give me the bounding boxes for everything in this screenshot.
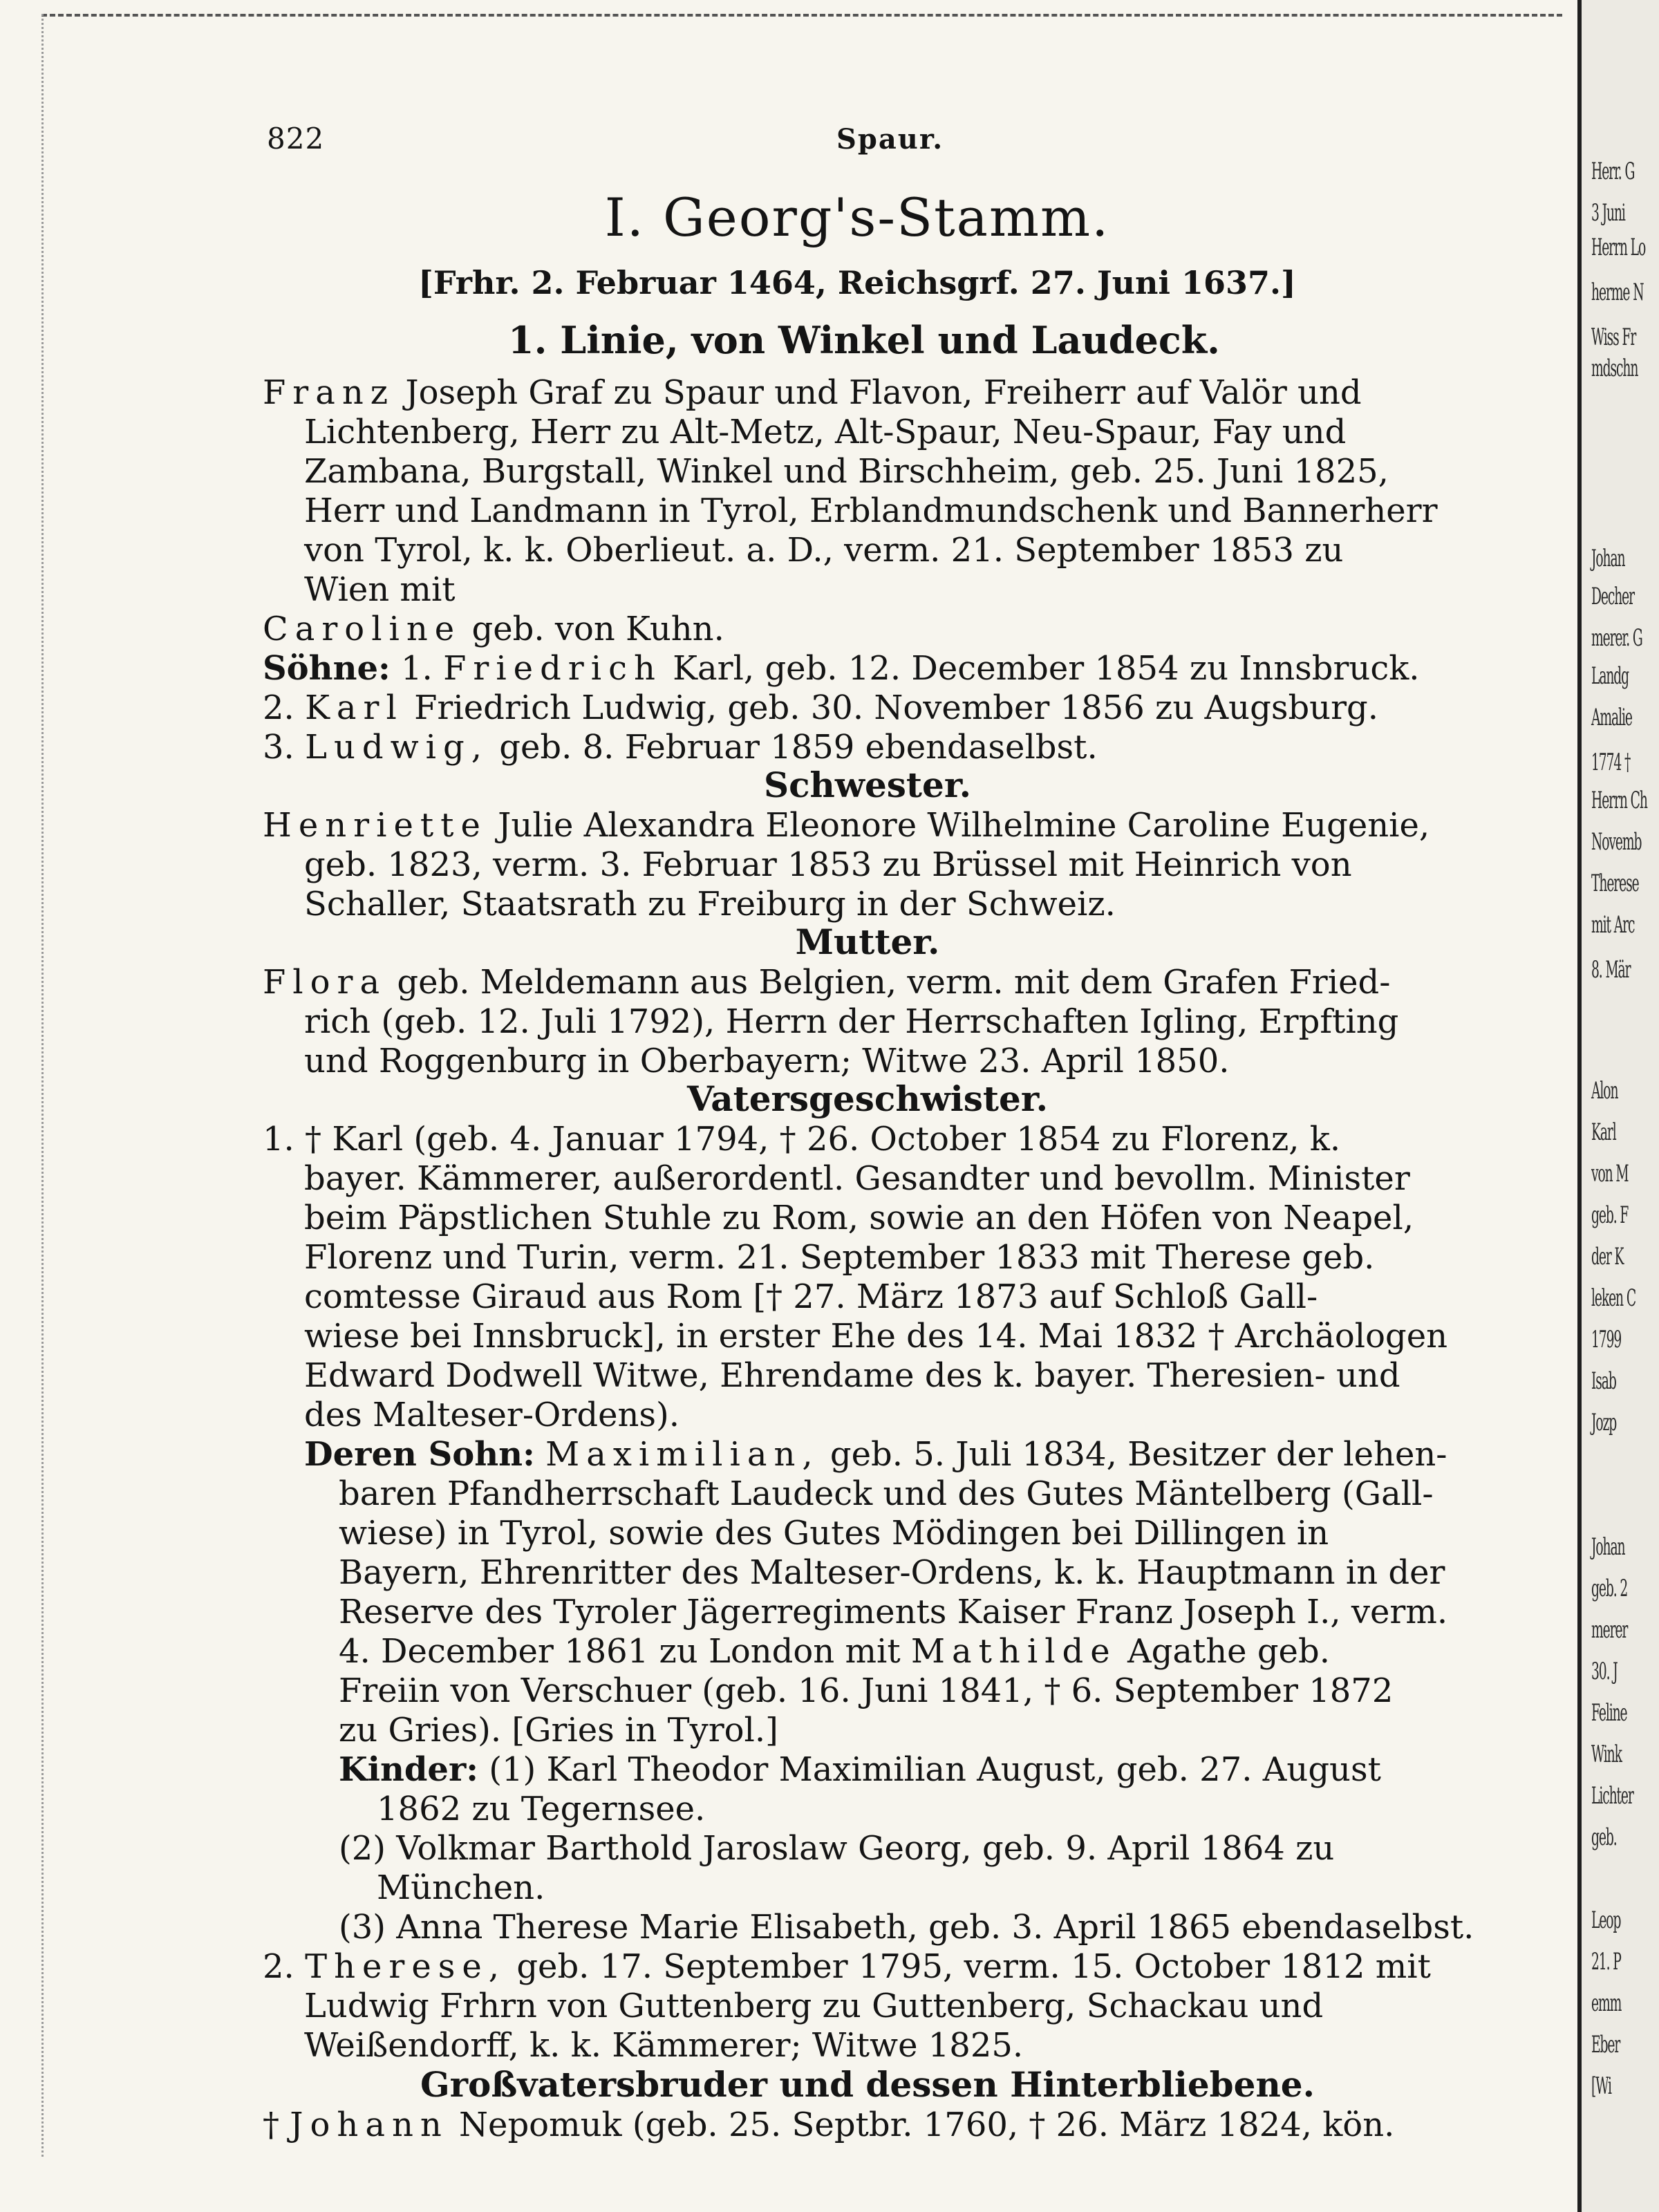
son-1-num: 1. — [401, 649, 433, 688]
son-2-num: 2. — [263, 688, 294, 727]
head-text-1: Joseph Graf zu Spaur und Flavon, Freiherr auf Valör und — [405, 373, 1362, 412]
margin-fragment: Decher — [1591, 583, 1634, 610]
mother-line-2: rich (geb. 12. Juli 1792), Herrn der Herrschaften Igling, Erpfting — [304, 1002, 1399, 1041]
margin-fragment: Johan — [1591, 1533, 1625, 1561]
deren-sohn-text-6c: Agathe geb. — [1127, 1632, 1330, 1671]
paternal-siblings-heading: Vatersgeschwister. — [687, 1078, 1048, 1119]
margin-fragment: Amalie — [1591, 704, 1632, 731]
son-3-name: Ludwig, — [305, 728, 489, 767]
mother-line-1 — [263, 963, 1500, 1002]
sibling-1-line-1: 1. † Karl (geb. 4. Januar 1794, † 26. October 1854 zu Florenz, k. — [263, 1120, 1341, 1159]
sister-name: Henriette — [263, 806, 487, 845]
children-line-1 — [339, 1750, 1500, 1790]
mother-heading: Mutter. — [795, 921, 940, 962]
sons-label: Söhne: — [263, 649, 391, 688]
sibling-2-name: Therese, — [305, 1947, 507, 1986]
head-name: Franz — [263, 373, 395, 412]
stem-subtitle: [Frhr. 2. Februar 1464, Reichsgrf. 27. Juni 1637.] — [418, 264, 1296, 301]
margin-fragment: von M — [1591, 1160, 1629, 1188]
margin-fragment: Johan — [1591, 545, 1625, 572]
margin-fragment: Wiss Fr — [1591, 324, 1636, 351]
margin-fragment: Herrn Ch — [1591, 787, 1647, 814]
sister-line-2: geb. 1823, verm. 3. Februar 1853 zu Brüssel mit Heinrich von — [304, 845, 1352, 884]
margin-fragment: 21. P — [1591, 1948, 1621, 1976]
deren-sohn-line-1 — [304, 1435, 1500, 1474]
son-2-text: Friedrich Ludwig, geb. 30. November 1856 zu Augsburg. — [414, 688, 1379, 727]
margin-fragment: Herrn Lo — [1591, 234, 1646, 261]
head-entry-line-1 — [263, 373, 1500, 413]
son-2-name: Karl — [305, 688, 404, 727]
deren-sohn-line-8: zu Gries). [Gries in Tyrol.] — [339, 1711, 778, 1750]
granduncle-heading: Großvatersbruder und dessen Hinterbliebene. — [420, 2064, 1315, 2105]
margin-fragment: Eber — [1591, 2031, 1620, 2059]
granduncle-dagger: † — [263, 2106, 279, 2144]
mathilde-name: Mathilde — [910, 1632, 1117, 1671]
margin-fragment: geb. 2 — [1591, 1575, 1628, 1602]
margin-fragment: Karl — [1591, 1118, 1616, 1146]
margin-fragment: Isab — [1591, 1367, 1616, 1395]
margin-fragment: emm — [1591, 1989, 1622, 2017]
margin-fragment: leken C — [1591, 1284, 1636, 1312]
head-entry-line-4: Herr und Landmann in Tyrol, Erblandmundschenk und Bannerherr — [304, 491, 1438, 530]
mother-name: Flora — [263, 963, 387, 1002]
deren-sohn-text-6a: 4. December 1861 zu London mit — [339, 1632, 901, 1671]
margin-fragment: Leop — [1591, 1906, 1621, 1934]
line-title: 1. Linie, von Winkel und Laudeck. — [508, 318, 1220, 362]
deren-sohn-label: Deren Sohn: — [304, 1435, 535, 1474]
margin-fragment: 1799 — [1591, 1326, 1622, 1353]
child-1-text-a: (1) Karl Theodor Maximilian August, geb. 27. August — [489, 1750, 1381, 1789]
wife-text: geb. von Kuhn. — [471, 610, 724, 648]
deren-sohn-line-4: Bayern, Ehrenritter des Malteser-Ordens, k. k. Hauptmann in der — [339, 1553, 1445, 1592]
sibling-2-line-1 — [263, 1947, 1500, 1987]
children-label: Kinder: — [339, 1750, 478, 1789]
margin-fragment: merer. G — [1591, 624, 1642, 652]
child-3-line-1: (3) Anna Therese Marie Elisabeth, geb. 3. April 1865 ebendaselbst. — [339, 1908, 1474, 1947]
sibling-1-line-5: comtesse Giraud aus Rom [† 27. März 1873 auf Schloß Gall- — [304, 1277, 1318, 1316]
sibling-1-line-4: Florenz und Turin, verm. 21. September 1833 mit Therese geb. — [304, 1238, 1375, 1277]
son-entry-2 — [263, 688, 1500, 728]
granduncle-text: Nepomuk (geb. 25. Septbr. 1760, † 26. März 1824, kön. — [459, 2106, 1395, 2144]
margin-fragment: der K — [1591, 1243, 1624, 1271]
sister-text-1: Julie Alexandra Eleonore Wilhelmine Caroline Eugenie, — [498, 806, 1430, 845]
mother-line-3: und Roggenburg in Oberbayern; Witwe 23. April 1850. — [304, 1042, 1230, 1080]
margin-fragment: Herr. G — [1591, 158, 1635, 185]
margin-fragment: 30. J — [1591, 1658, 1618, 1685]
deren-sohn-line-5: Reserve des Tyroler Jägerregiments Kaiser Franz Joseph I., verm. — [339, 1593, 1448, 1631]
son-entry-1 — [263, 649, 1500, 688]
margin-fragment: geb. — [1591, 1824, 1617, 1851]
stem-title: I. Georg's-Stamm. — [604, 187, 1110, 248]
margin-fragment: Jozp — [1591, 1409, 1617, 1436]
child-2-line-2: München. — [377, 1868, 545, 1907]
granduncle-line-1 — [263, 2106, 1500, 2145]
margin-fragment: 1774 † — [1591, 749, 1631, 776]
margin-fragment: merer — [1591, 1616, 1628, 1644]
sibling-1-line-2: bayer. Kämmerer, außerordentl. Gesandter und bevollm. Minister — [304, 1159, 1410, 1198]
granduncle-name: Johann — [290, 2106, 449, 2144]
margin-fragment: [Wi — [1591, 2072, 1611, 2100]
child-2-line-1: (2) Volkmar Barthold Jaroslaw Georg, geb. 9. April 1864 zu — [339, 1829, 1335, 1868]
deren-sohn-line-6 — [339, 1632, 1500, 1671]
mother-text-1: geb. Meldemann aus Belgien, verm. mit dem Grafen Fried- — [397, 963, 1391, 1002]
wife-entry — [263, 610, 1500, 649]
deren-sohn-line-7: Freiin von Verschuer (geb. 16. Juni 1841, † 6. September 1872 — [339, 1671, 1394, 1710]
son-3-num: 3. — [263, 728, 294, 767]
margin-fragment: Novemb — [1591, 828, 1642, 856]
top-page-border — [41, 14, 1562, 17]
son-3-text: geb. 8. Februar 1859 ebendaselbst. — [499, 728, 1098, 767]
head-entry-line-2: Lichtenberg, Herr zu Alt-Metz, Alt-Spaur, Neu-Spaur, Fay und — [304, 413, 1347, 451]
margin-fragment: herme N — [1591, 279, 1644, 306]
sibling-1-line-6: wiese bei Innsbruck], in erster Ehe des 14. Mai 1832 † Archäologen — [304, 1317, 1448, 1356]
maximilian-name: Maximilian, — [545, 1435, 820, 1474]
head-entry-line-5: von Tyrol, k. k. Oberlieut. a. D., verm. 21. September 1853 zu — [304, 531, 1344, 570]
child-1-line-2: 1862 zu Tegernsee. — [377, 1790, 706, 1828]
sibling-1-line-8: des Malteser-Ordens). — [304, 1396, 679, 1434]
margin-fragment: Therese — [1591, 870, 1639, 897]
margin-fragment: mit Arc — [1591, 911, 1635, 939]
sibling-1-line-3: beim Päpstlichen Stuhle zu Rom, sowie an den Höfen von Neapel, — [304, 1199, 1414, 1237]
deren-sohn-text-1: geb. 5. Juli 1834, Besitzer der lehen- — [830, 1435, 1447, 1474]
margin-fragment: 3 Juni — [1591, 199, 1625, 227]
wife-name: Caroline — [263, 610, 462, 648]
sibling-2-line-2: Ludwig Frhrn von Guttenberg zu Guttenberg, Schackau und — [304, 1987, 1324, 2025]
deren-sohn-line-2: baren Pfandherrschaft Laudeck und des Gutes Mäntelberg (Gall- — [339, 1474, 1434, 1513]
sister-heading: Schwester. — [764, 765, 971, 805]
margin-fragment: 8. Mär — [1591, 956, 1631, 984]
margin-fragment: Alon — [1591, 1077, 1618, 1105]
page-number: 822 — [267, 122, 325, 156]
margin-fragment: Landg — [1591, 662, 1629, 690]
margin-fragment: Lichter — [1591, 1782, 1633, 1810]
son-entry-3 — [263, 728, 1500, 767]
sibling-1-line-7: Edward Dodwell Witwe, Ehrendame des k. bayer. Theresien- und — [304, 1356, 1400, 1395]
deren-sohn-line-3: wiese) in Tyrol, sowie des Gutes Mödingen bei Dillingen in — [339, 1514, 1329, 1553]
sibling-2-text-1: geb. 17. September 1795, verm. 15. October 1812 mit — [516, 1947, 1431, 1986]
margin-fragment: Feline — [1591, 1699, 1627, 1727]
margin-fragment: mdschn — [1591, 355, 1638, 382]
sister-line-1 — [263, 806, 1500, 845]
head-entry-line-6: Wien mit — [304, 570, 456, 609]
son-1-text: Karl, geb. 12. December 1854 zu Innsbruck. — [673, 649, 1420, 688]
margin-fragment: Wink — [1591, 1741, 1622, 1768]
sister-line-3: Schaller, Staatsrath zu Freiburg in der Schweiz. — [304, 885, 1116, 924]
head-entry-line-3: Zambana, Burgstall, Winkel und Birschheim, geb. 25. Juni 1825, — [304, 452, 1389, 491]
running-head: Spaur. — [836, 123, 944, 156]
margin-fragment: geb. F — [1591, 1201, 1629, 1229]
son-1-name: Friedrich — [443, 649, 662, 688]
sibling-2-num: 2. — [263, 1947, 294, 1986]
sibling-2-line-3: Weißendorff, k. k. Kämmerer; Witwe 1825. — [304, 2026, 1024, 2065]
